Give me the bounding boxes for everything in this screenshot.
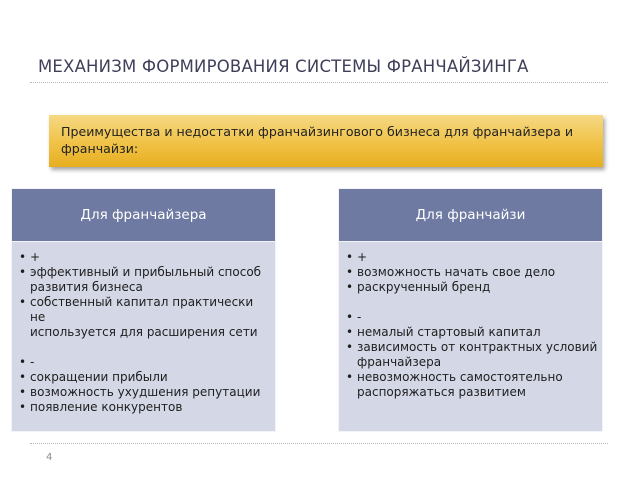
list-item xyxy=(18,355,271,370)
slide-title: МЕХАНИЗМ ФОРМИРОВАНИЯ СИСТЕМЫ ФРАНЧАЙЗИНГА xyxy=(38,57,529,76)
list-item-continuation xyxy=(18,280,271,295)
list-item-text: распоряжаться развитием xyxy=(357,385,526,399)
bullet-icon: • xyxy=(346,325,354,339)
list-item-continuation xyxy=(345,355,598,370)
list-item-text: франчайзера xyxy=(357,355,442,369)
list-item xyxy=(345,340,598,355)
list-item-text: используется для расширения сети xyxy=(30,325,258,339)
bullet-icon: • xyxy=(19,400,27,414)
subtitle-banner xyxy=(49,115,603,167)
list-item-text: - xyxy=(30,355,35,369)
list-item xyxy=(18,250,271,265)
title-divider xyxy=(30,82,608,83)
bullet-icon: • xyxy=(346,310,354,324)
bullet-icon: • xyxy=(346,265,354,279)
banner-line-1: Преимущества и недостатки франчайзингового бизнеса для франчайзера и xyxy=(61,124,574,139)
bullet-icon: • xyxy=(19,370,27,384)
list-item-text: - xyxy=(357,310,362,324)
list-item xyxy=(18,385,271,400)
list-item xyxy=(345,370,598,385)
footer-divider xyxy=(30,443,608,444)
list-item-text: зависимость от контрактных условий xyxy=(357,340,598,354)
bullet-icon: • xyxy=(19,250,27,264)
banner-line-2: франчайзи: xyxy=(61,141,139,156)
list-item-text: + xyxy=(30,250,41,264)
list-item xyxy=(18,370,271,385)
bullet-icon: • xyxy=(346,280,354,294)
franchisor-column xyxy=(11,188,276,432)
bullet-icon: • xyxy=(19,355,27,369)
list-item-text: + xyxy=(357,250,368,264)
list-item xyxy=(18,265,271,280)
list-spacer xyxy=(18,340,271,355)
bullet-icon: • xyxy=(346,340,354,354)
list-item-text: развития бизнеса xyxy=(30,280,143,294)
list-item-text: сокращении прибыли xyxy=(30,370,168,384)
bullet-icon: • xyxy=(346,250,354,264)
list-item xyxy=(345,280,598,295)
franchisee-header: Для франчайзи xyxy=(338,188,603,242)
list-item-text: раскрученный бренд xyxy=(357,280,491,294)
list-item-text: эффективный и прибыльный способ xyxy=(30,265,262,279)
page-number: 4 xyxy=(46,452,53,463)
list-item-text: немалый стартовый капитал xyxy=(357,325,541,339)
franchisor-header: Для франчайзера xyxy=(11,188,276,242)
list-item-text: возможность ухудшения репутации xyxy=(30,385,261,399)
list-item xyxy=(18,400,271,415)
list-item-text: возможность начать свое дело xyxy=(357,265,556,279)
franchisee-list xyxy=(338,242,603,432)
franchisee-column xyxy=(338,188,603,432)
list-item xyxy=(345,265,598,280)
bullet-icon: • xyxy=(19,295,27,309)
list-item xyxy=(345,310,598,325)
list-item-text: собственный капитал практически не xyxy=(30,295,254,324)
list-item-continuation xyxy=(345,385,598,400)
list-item xyxy=(18,295,271,325)
bullet-icon: • xyxy=(346,370,354,384)
list-item-text: появление конкурентов xyxy=(30,400,183,414)
list-item xyxy=(345,325,598,340)
list-item-continuation xyxy=(18,325,271,340)
list-spacer xyxy=(345,295,598,310)
list-item xyxy=(345,250,598,265)
franchisor-list xyxy=(11,242,276,432)
list-item-text: невозможность самостоятельно xyxy=(357,370,563,384)
bullet-icon: • xyxy=(19,265,27,279)
bullet-icon: • xyxy=(19,385,27,399)
